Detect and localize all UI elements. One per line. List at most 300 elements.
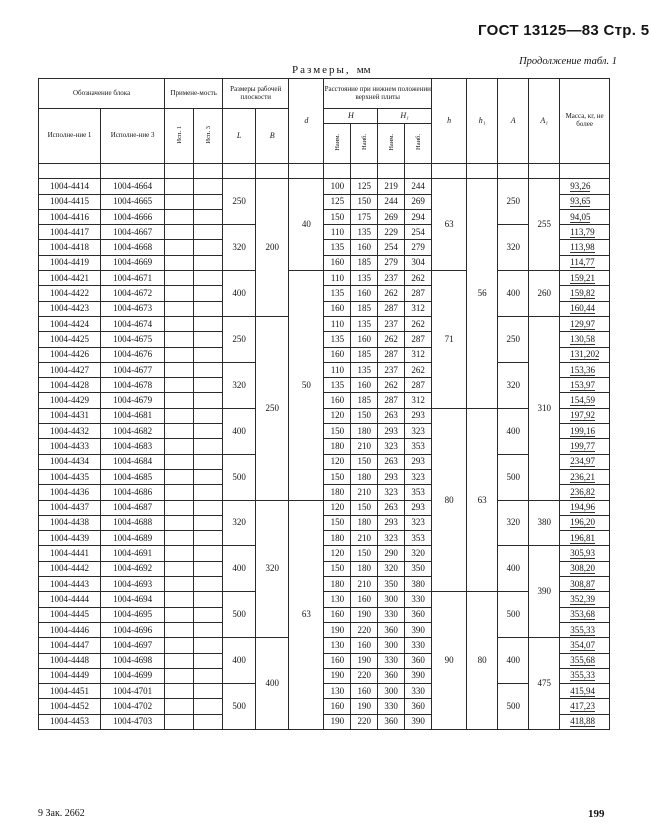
header-exec1: Исполне-ние 1 <box>39 109 101 164</box>
header-H1: H₁ <box>378 109 432 124</box>
page-header <box>0 0 649 80</box>
header-exec3: Исполне-ние 3 <box>101 109 165 164</box>
standard-heading <box>478 22 649 39</box>
exec3-cell: 1004-4695 <box>101 607 165 622</box>
H1-min-cell: 293 <box>378 424 405 439</box>
H1-min-cell: 300 <box>378 638 405 653</box>
H1-max-cell: 312 <box>405 347 432 362</box>
table-body <box>39 164 610 730</box>
H-max-cell: 160 <box>351 240 378 255</box>
header-designation: Обозначение блока <box>39 79 165 109</box>
h-cell: 90 <box>432 592 467 730</box>
H-max-cell: 210 <box>351 439 378 454</box>
header-H: H <box>324 109 378 124</box>
exec3-cell: 1004-4688 <box>101 515 165 530</box>
H-min-cell: 150 <box>324 209 351 224</box>
H1-max-cell: 350 <box>405 561 432 576</box>
app-isp1-cell <box>165 209 194 224</box>
table-row <box>39 225 610 240</box>
app-isp3-cell <box>194 561 223 576</box>
H1-max-cell: 304 <box>405 255 432 270</box>
H-min-cell: 190 <box>324 714 351 729</box>
mass-cell <box>560 638 610 653</box>
app-isp3-cell <box>194 653 223 668</box>
mass-cell <box>560 699 610 714</box>
L-cell: 320 <box>223 225 256 271</box>
exec3-cell: 1004-4674 <box>101 316 165 331</box>
H1-max-cell: 254 <box>405 225 432 240</box>
H1-min-cell: 269 <box>378 209 405 224</box>
H1-max-cell: 312 <box>405 301 432 316</box>
exec3-cell: 1004-4666 <box>101 209 165 224</box>
H-min-cell: 135 <box>324 332 351 347</box>
mass-cell <box>560 622 610 637</box>
spacer-cell <box>256 164 289 179</box>
exec1-cell: 1004-4448 <box>39 653 101 668</box>
H-min-cell: 180 <box>324 485 351 500</box>
mass-cell <box>560 209 610 224</box>
app-isp1-cell <box>165 699 194 714</box>
d-cell: 40 <box>289 179 324 271</box>
H-max-cell: 175 <box>351 209 378 224</box>
exec3-cell: 1004-4687 <box>101 500 165 515</box>
exec1-cell: 1004-4443 <box>39 577 101 592</box>
A-cell: 400 <box>498 546 529 592</box>
exec1-cell: 1004-4422 <box>39 286 101 301</box>
app-isp1-cell <box>165 378 194 393</box>
H1-min-cell: 360 <box>378 714 405 729</box>
H-min-cell: 150 <box>324 515 351 530</box>
header-H-min <box>324 124 351 164</box>
A1-cell: 260 <box>529 271 560 317</box>
H1-max-cell: 269 <box>405 194 432 209</box>
spacer-cell <box>194 164 223 179</box>
H-min-cell: 130 <box>324 638 351 653</box>
H1-min-cell: 287 <box>378 393 405 408</box>
header-H1-max <box>405 124 432 164</box>
H-min-cell: 120 <box>324 546 351 561</box>
app-isp1-cell <box>165 469 194 484</box>
app-isp1-cell <box>165 714 194 729</box>
h1-cell: 80 <box>467 592 498 730</box>
H1-max-cell: 330 <box>405 638 432 653</box>
app-isp3-cell <box>194 622 223 637</box>
spacer-cell <box>405 164 432 179</box>
exec1-cell: 1004-4433 <box>39 439 101 454</box>
H-max-cell: 190 <box>351 699 378 714</box>
order-number: 9 Зак. 2662 <box>38 808 85 819</box>
exec1-cell: 1004-4438 <box>39 515 101 530</box>
H1-min-cell: 290 <box>378 546 405 561</box>
exec1-cell: 1004-4419 <box>39 255 101 270</box>
A-cell: 250 <box>498 316 529 362</box>
exec1-cell: 1004-4427 <box>39 362 101 377</box>
H-max-cell: 150 <box>351 454 378 469</box>
exec3-cell: 1004-4702 <box>101 699 165 714</box>
H1-max-cell: 320 <box>405 546 432 561</box>
exec3-cell: 1004-4703 <box>101 714 165 729</box>
H-max-cell: 190 <box>351 607 378 622</box>
A1-cell: 255 <box>529 179 560 271</box>
app-isp1-cell <box>165 668 194 683</box>
app-isp1-cell <box>165 424 194 439</box>
mass-cell <box>560 561 610 576</box>
app-isp3-cell <box>194 286 223 301</box>
mass-value: 93,65 <box>570 196 591 207</box>
L-cell: 250 <box>223 316 256 362</box>
H-min-cell: 110 <box>324 316 351 331</box>
dimensions-table <box>38 78 610 730</box>
app-isp1-cell <box>165 179 194 194</box>
H-max-cell: 160 <box>351 332 378 347</box>
mass-cell <box>560 408 610 423</box>
app-isp1-cell <box>165 286 194 301</box>
mass-value: 153,36 <box>570 364 595 375</box>
H-min-cell: 160 <box>324 653 351 668</box>
H1-max-cell: 360 <box>405 653 432 668</box>
app-isp1-cell <box>165 194 194 209</box>
exec3-cell: 1004-4698 <box>101 653 165 668</box>
table-row <box>39 546 610 561</box>
H-max-cell: 180 <box>351 561 378 576</box>
H-min-cell: 135 <box>324 286 351 301</box>
exec3-cell: 1004-4677 <box>101 362 165 377</box>
app-isp1-cell <box>165 393 194 408</box>
H-max-cell: 180 <box>351 424 378 439</box>
mass-value: 417,23 <box>570 701 595 712</box>
mass-value: 355,33 <box>570 624 595 635</box>
spacer-cell <box>378 164 405 179</box>
H1-max-cell: 353 <box>405 531 432 546</box>
H1-min-cell: 229 <box>378 225 405 240</box>
H1-max-cell: 262 <box>405 316 432 331</box>
exec3-cell: 1004-4697 <box>101 638 165 653</box>
table-row <box>39 408 610 423</box>
H1-min-cell: 287 <box>378 347 405 362</box>
mass-cell <box>560 577 610 592</box>
H1-max-cell: 353 <box>405 485 432 500</box>
exec3-cell: 1004-4684 <box>101 454 165 469</box>
d-cell: 50 <box>289 271 324 500</box>
header-H-max <box>351 124 378 164</box>
app-isp3-cell <box>194 546 223 561</box>
A-cell: 320 <box>498 362 529 408</box>
exec1-cell: 1004-4453 <box>39 714 101 729</box>
app-isp3-cell <box>194 393 223 408</box>
H-max-cell: 220 <box>351 714 378 729</box>
header-app-isp3-text: Исп. 3 <box>204 125 212 144</box>
mass-cell <box>560 684 610 699</box>
app-isp1-cell <box>165 500 194 515</box>
H1-min-cell: 237 <box>378 316 405 331</box>
app-isp3-cell <box>194 607 223 622</box>
H-max-cell: 180 <box>351 469 378 484</box>
exec1-cell: 1004-4439 <box>39 531 101 546</box>
app-isp1-cell <box>165 531 194 546</box>
A1-cell: 475 <box>529 638 560 730</box>
mass-value: 415,94 <box>570 685 595 696</box>
app-isp3-cell <box>194 271 223 286</box>
H1-min-cell: 263 <box>378 408 405 423</box>
H-min-cell: 160 <box>324 301 351 316</box>
H-max-cell: 220 <box>351 622 378 637</box>
header-H1-min <box>378 124 405 164</box>
table-row <box>39 684 610 699</box>
dimensions-title <box>292 64 371 76</box>
table-row <box>39 454 610 469</box>
H-max-cell: 185 <box>351 347 378 362</box>
h-cell: 80 <box>432 408 467 592</box>
mass-value: 154,59 <box>570 395 595 406</box>
H1-max-cell: 262 <box>405 362 432 377</box>
app-isp1-cell <box>165 408 194 423</box>
mass-value: 354,07 <box>570 639 595 650</box>
table-row <box>39 316 610 331</box>
exec1-cell: 1004-4444 <box>39 592 101 607</box>
app-isp1-cell <box>165 255 194 270</box>
mass-cell <box>560 454 610 469</box>
header-H1-min-text: Наим. <box>387 133 395 151</box>
mass-cell <box>560 194 610 209</box>
H1-max-cell: 353 <box>405 439 432 454</box>
H-max-cell: 160 <box>351 286 378 301</box>
mass-value: 113,98 <box>570 242 595 253</box>
app-isp3-cell <box>194 194 223 209</box>
app-isp1-cell <box>165 638 194 653</box>
mass-cell <box>560 378 610 393</box>
H1-max-cell: 287 <box>405 378 432 393</box>
continuation-note: Продолжение табл. 1 <box>519 56 617 67</box>
exec1-cell: 1004-4426 <box>39 347 101 362</box>
mass-value: 130,58 <box>570 333 595 344</box>
exec3-cell: 1004-4665 <box>101 194 165 209</box>
header-mass: Масса, кг, не более <box>560 79 610 164</box>
exec3-cell: 1004-4679 <box>101 393 165 408</box>
app-isp3-cell <box>194 347 223 362</box>
mass-cell <box>560 668 610 683</box>
app-isp3-cell <box>194 714 223 729</box>
header-application: Примене-мость <box>165 79 223 109</box>
A1-cell: 310 <box>529 316 560 500</box>
header-H-max-text: Наиб. <box>360 134 368 151</box>
header-app-isp3 <box>194 109 223 164</box>
H-max-cell: 190 <box>351 653 378 668</box>
exec3-cell: 1004-4692 <box>101 561 165 576</box>
exec3-cell: 1004-4668 <box>101 240 165 255</box>
H-min-cell: 150 <box>324 424 351 439</box>
mass-cell <box>560 301 610 316</box>
mass-cell <box>560 424 610 439</box>
H1-max-cell: 360 <box>405 607 432 622</box>
header-H-min-text: Наим. <box>333 133 341 151</box>
app-isp3-cell <box>194 638 223 653</box>
dimensions-unit: мм <box>356 64 371 76</box>
mass-value: 93,26 <box>570 180 591 191</box>
spacer-row <box>39 164 610 179</box>
H1-max-cell: 323 <box>405 515 432 530</box>
exec1-cell: 1004-4415 <box>39 194 101 209</box>
exec1-cell: 1004-4434 <box>39 454 101 469</box>
H-max-cell: 135 <box>351 225 378 240</box>
H-min-cell: 160 <box>324 255 351 270</box>
H1-min-cell: 360 <box>378 622 405 637</box>
app-isp1-cell <box>165 240 194 255</box>
H1-min-cell: 323 <box>378 485 405 500</box>
B-cell: 250 <box>256 316 289 500</box>
L-cell: 500 <box>223 684 256 730</box>
app-isp3-cell <box>194 469 223 484</box>
A-cell: 500 <box>498 684 529 730</box>
exec3-cell: 1004-4672 <box>101 286 165 301</box>
H-min-cell: 110 <box>324 362 351 377</box>
mass-cell <box>560 362 610 377</box>
app-isp1-cell <box>165 622 194 637</box>
exec1-cell: 1004-4424 <box>39 316 101 331</box>
exec1-cell: 1004-4428 <box>39 378 101 393</box>
H-max-cell: 150 <box>351 546 378 561</box>
app-isp3-cell <box>194 485 223 500</box>
H-max-cell: 135 <box>351 362 378 377</box>
header-A: A <box>498 79 529 164</box>
H1-max-cell: 294 <box>405 209 432 224</box>
exec3-cell: 1004-4686 <box>101 485 165 500</box>
H-max-cell: 180 <box>351 515 378 530</box>
header-table-dims: Размеры рабочей плоскости <box>223 79 289 109</box>
spacer-cell <box>560 164 610 179</box>
A1-cell: 390 <box>529 546 560 638</box>
exec1-cell: 1004-4414 <box>39 179 101 194</box>
header-L: L <box>223 109 256 164</box>
mass-value: 94,05 <box>570 211 591 222</box>
H1-min-cell: 287 <box>378 301 405 316</box>
L-cell: 250 <box>223 179 256 225</box>
mass-value: 355,33 <box>570 670 595 681</box>
L-cell: 500 <box>223 454 256 500</box>
exec3-cell: 1004-4693 <box>101 577 165 592</box>
app-isp3-cell <box>194 179 223 194</box>
spacer-cell <box>498 164 529 179</box>
L-cell: 320 <box>223 362 256 408</box>
H1-min-cell: 300 <box>378 592 405 607</box>
h-cell: 63 <box>432 179 467 271</box>
exec1-cell: 1004-4446 <box>39 622 101 637</box>
header-distance: Расстояние при нижнем положении верхней плиты <box>324 79 432 109</box>
app-isp3-cell <box>194 378 223 393</box>
app-isp1-cell <box>165 684 194 699</box>
exec1-cell: 1004-4452 <box>39 699 101 714</box>
app-isp3-cell <box>194 255 223 270</box>
header-app-isp1 <box>165 109 194 164</box>
app-isp3-cell <box>194 699 223 714</box>
H1-min-cell: 262 <box>378 378 405 393</box>
H-min-cell: 130 <box>324 592 351 607</box>
spacer-cell <box>351 164 378 179</box>
H1-min-cell: 219 <box>378 179 405 194</box>
exec1-cell: 1004-4445 <box>39 607 101 622</box>
exec3-cell: 1004-4685 <box>101 469 165 484</box>
exec1-cell: 1004-4451 <box>39 684 101 699</box>
mass-value: 196,20 <box>570 517 595 528</box>
exec1-cell: 1004-4449 <box>39 668 101 683</box>
app-isp1-cell <box>165 485 194 500</box>
H-min-cell: 125 <box>324 194 351 209</box>
header-A1: A₁ <box>529 79 560 164</box>
exec3-cell: 1004-4669 <box>101 255 165 270</box>
H-min-cell: 180 <box>324 531 351 546</box>
table-row <box>39 179 610 194</box>
app-isp3-cell <box>194 408 223 423</box>
header-H1-max-text: Наиб. <box>414 134 422 151</box>
H1-max-cell: 287 <box>405 286 432 301</box>
app-isp1-cell <box>165 332 194 347</box>
H1-max-cell: 293 <box>405 500 432 515</box>
H-max-cell: 160 <box>351 592 378 607</box>
H-min-cell: 110 <box>324 271 351 286</box>
app-isp1-cell <box>165 454 194 469</box>
H-max-cell: 135 <box>351 271 378 286</box>
mass-value: 236,21 <box>570 471 595 482</box>
H-min-cell: 110 <box>324 225 351 240</box>
A1-cell: 380 <box>529 500 560 546</box>
exec1-cell: 1004-4431 <box>39 408 101 423</box>
d-cell: 63 <box>289 500 324 729</box>
table-row <box>39 271 610 286</box>
app-isp3-cell <box>194 577 223 592</box>
H1-min-cell: 323 <box>378 531 405 546</box>
exec1-cell: 1004-4442 <box>39 561 101 576</box>
exec3-cell: 1004-4699 <box>101 668 165 683</box>
app-isp1-cell <box>165 515 194 530</box>
exec3-cell: 1004-4683 <box>101 439 165 454</box>
H1-max-cell: 293 <box>405 408 432 423</box>
exec1-cell: 1004-4441 <box>39 546 101 561</box>
H1-min-cell: 300 <box>378 684 405 699</box>
mass-value: 199,77 <box>570 440 595 451</box>
exec1-cell: 1004-4421 <box>39 271 101 286</box>
H1-min-cell: 293 <box>378 469 405 484</box>
mass-cell <box>560 255 610 270</box>
header-app-isp1-text: Исп. 1 <box>175 125 183 144</box>
standard-number: ГОСТ 13125—83 <box>478 22 600 39</box>
mass-value: 353,68 <box>570 609 595 620</box>
H-min-cell: 150 <box>324 469 351 484</box>
H-max-cell: 160 <box>351 638 378 653</box>
exec1-cell: 1004-4416 <box>39 209 101 224</box>
L-cell: 400 <box>223 638 256 684</box>
mass-value: 159,82 <box>570 288 595 299</box>
mass-value: 418,88 <box>570 716 595 727</box>
mass-value: 308,20 <box>570 563 595 574</box>
H1-min-cell: 360 <box>378 668 405 683</box>
H1-min-cell: 263 <box>378 500 405 515</box>
exec3-cell: 1004-4673 <box>101 301 165 316</box>
H-min-cell: 160 <box>324 393 351 408</box>
H1-max-cell: 380 <box>405 577 432 592</box>
mass-value: 197,92 <box>570 410 595 421</box>
app-isp1-cell <box>165 225 194 240</box>
H1-max-cell: 390 <box>405 668 432 683</box>
mass-value: 236,82 <box>570 486 595 497</box>
L-cell: 400 <box>223 408 256 454</box>
H1-min-cell: 320 <box>378 561 405 576</box>
L-cell: 400 <box>223 546 256 592</box>
exec3-cell: 1004-4676 <box>101 347 165 362</box>
mass-value: 153,97 <box>570 379 595 390</box>
spacer-cell <box>165 164 194 179</box>
H-min-cell: 160 <box>324 607 351 622</box>
spacer-cell <box>101 164 165 179</box>
exec3-cell: 1004-4667 <box>101 225 165 240</box>
